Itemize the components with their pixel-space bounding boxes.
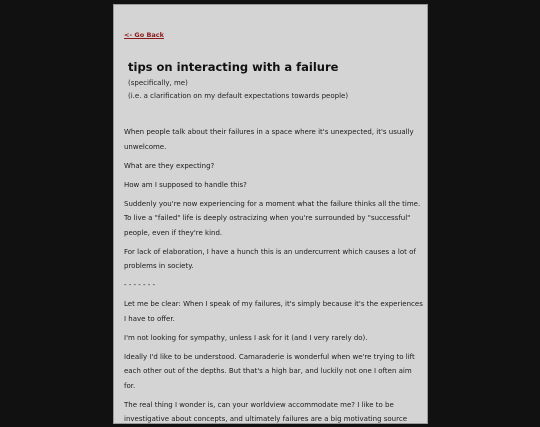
paragraph: How am I supposed to handle this? (124, 180, 247, 189)
page-title: tips on interacting with a failure (128, 60, 339, 74)
paragraph: When people talk about their failures in a space where it's unexpected, it's usually unwelcome. (124, 128, 414, 151)
article-header (128, 60, 417, 103)
paragraph: The real thing I wonder is, can your worldview accommodate me? I like to be investigative about concepts, and ultimately failures are a big motivating source (124, 400, 407, 423)
article-card (113, 4, 428, 424)
section-divider: - - - - - - - (124, 281, 156, 289)
paragraph: Suddenly you're now experiencing for a moment what the failure thinks all the time. To live a "failed" life is deeply ostracizing when you're surrounded by "successful" people, even if they're kind. (124, 199, 421, 237)
paragraph: Let me be clear: When I speak of my failures, it's simply because it's the experiences I have to offer. (124, 300, 423, 323)
paragraph: I'm not looking for sympathy, unless I ask for it (and I very rarely do). (124, 333, 368, 342)
article-body (124, 125, 423, 427)
subtitle-clarification: (i.e. a clarification on my default expectations towards people) (128, 92, 349, 100)
back-link[interactable]: <- Go Back (124, 31, 164, 39)
paragraph: Ideally I'd like to be understood. Camaraderie is wonderful when we're trying to lift each other out of the depths. But that's a high bar, and luckily not one I often aim for. (124, 352, 415, 390)
paragraph: What are they expecting? (124, 161, 215, 170)
paragraph: For lack of elaboration, I have a hunch this is an undercurrent which causes a lot of problems in society. (124, 247, 416, 270)
subtitle-specifically: (specifically, me) (128, 79, 188, 87)
